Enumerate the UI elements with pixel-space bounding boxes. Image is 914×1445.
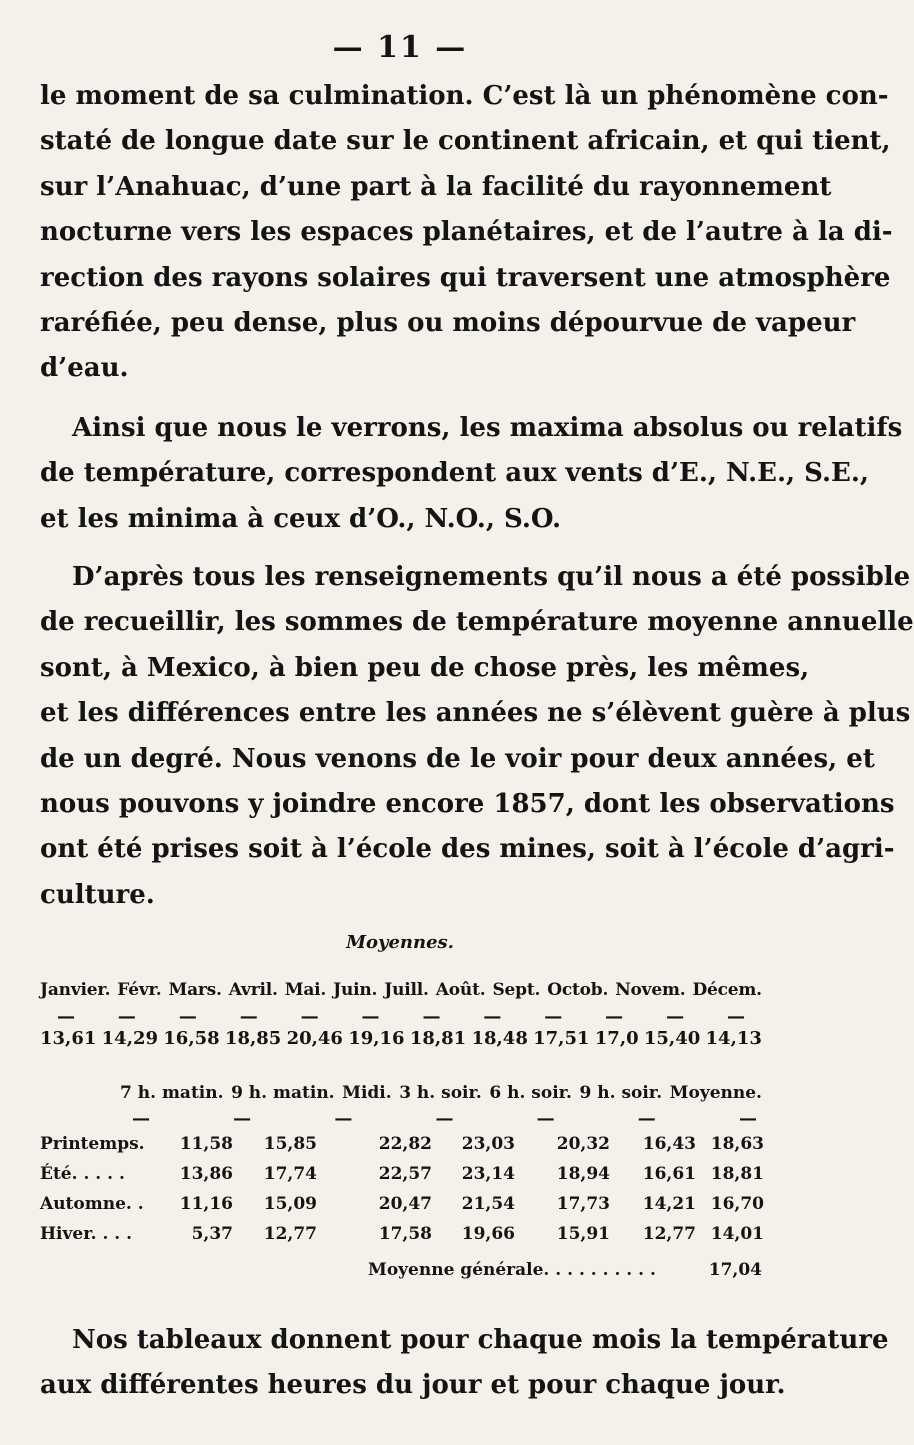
month-value: 14,13 [705,1028,762,1049]
month-value: 18,85 [224,1028,282,1049]
season-value: 11,58 [179,1134,233,1154]
paragraph-maxima [40,406,903,542]
text-line: nocturne vers les espaces planétaires, et de l’autre à la di- [40,217,893,248]
text-line: culture. [40,879,155,910]
separator-dash: — [239,1006,258,1027]
season-value: 12,77 [642,1224,696,1244]
monthly-table-values [40,1028,762,1049]
month-label: Mars. [168,980,222,1000]
table-row-automne [40,1194,762,1224]
separator-dash: — [536,1108,555,1129]
month-value: 20,46 [286,1028,343,1049]
season-value: 23,03 [461,1134,515,1154]
month-value: 17,0 [594,1028,639,1049]
season-value: 14,21 [642,1194,696,1214]
season-value: 20,32 [556,1134,610,1154]
month-label: Décem. [692,980,762,1000]
month-label: Janvier. [40,980,111,1000]
hour-column-label: 3 h. soir. [399,1083,482,1103]
season-value: 16,70 [710,1194,764,1214]
separator-dash: — [57,1006,75,1027]
season-value: 18,81 [710,1164,764,1184]
separator-dash: — [738,1108,757,1129]
text-line: et les différences entre les années ne s’élèvent guère à plus [40,698,911,729]
text-line: d’eau. [40,353,129,384]
text-line: et les minima à ceux d’O., N.O., S.O. [40,503,562,534]
month-value: 14,29 [101,1028,159,1049]
season-value: 23,14 [461,1164,515,1184]
month-label: Mai. [284,980,327,1000]
separator-dash: — [178,1006,197,1027]
separator-dash: — [483,1006,502,1027]
separator-dash: — [361,1006,380,1027]
season-value: 16,43 [642,1134,696,1154]
text-line: ont été prises soit à l’école des mines, soit à l’école d’agri- [40,834,895,865]
table-caption: Moyennes. [346,932,454,953]
month-label: Juill. [384,980,429,1000]
month-value: 19,16 [348,1028,405,1049]
text-line: de un degré. Nous venons de le voir pour deux années, et [40,743,875,774]
season-value: 15,91 [556,1224,610,1244]
season-value: 22,82 [378,1134,432,1154]
season-label: Automne. . [40,1194,144,1214]
text-line: Nos tableaux donnent pour chaque mois la température [72,1325,889,1355]
table-row-hiver [40,1224,762,1254]
separator-dash: — [726,1006,745,1027]
season-value: 15,09 [263,1194,317,1214]
separator-dash: — [422,1006,441,1027]
hour-column-label: Midi. [342,1083,392,1103]
general-average [368,1260,762,1280]
seasonal-table-header [120,1083,762,1103]
month-label: Sept. [492,980,541,1000]
table-row-ete [40,1164,762,1194]
paragraph-culmination [40,74,893,392]
text-line: raréfiée, peu dense, plus ou moins dépourvue de vapeur [40,307,856,338]
hour-column-label: 7 h. matin. [120,1083,224,1103]
separator-dash: — [117,1006,136,1027]
season-value: 12,77 [263,1224,317,1244]
separator-dash: — [233,1108,252,1129]
separator-dash: — [666,1006,685,1027]
month-value: 15,40 [643,1028,701,1049]
separator-dash: — [605,1006,624,1027]
season-label: Printemps. [40,1134,145,1154]
season-value: 11,16 [179,1194,233,1214]
month-value: 18,81 [409,1028,467,1049]
season-value: 19,66 [461,1224,515,1244]
month-label: Juin. [333,980,378,1000]
season-label: Été. . . . . [40,1164,125,1184]
text-line: le moment de sa culmination. C’est là un phénomène con- [40,81,889,111]
month-value: 17,51 [533,1028,590,1049]
separator-dash: — [300,1006,319,1027]
season-value: 15,85 [263,1134,317,1154]
month-label: Octob. [547,980,609,1000]
text-line: D’après tous les renseignements qu’il nous a été possible [72,562,911,592]
season-value: 17,73 [556,1194,610,1214]
hour-column-label: 6 h. soir. [489,1083,572,1103]
hour-column-label: 9 h. matin. [231,1083,335,1103]
separator-dash: — [334,1108,353,1129]
month-value: 13,61 [40,1028,97,1049]
season-value: 13,86 [179,1164,233,1184]
text-line: nous pouvons y joindre encore 1857, dont les observations [40,788,895,819]
month-label: Novem. [615,980,686,1000]
monthly-table-header [40,980,762,1000]
text-line: rection des rayons solaires qui traversent une atmosphère [40,262,891,293]
hour-column-label: 9 h. soir. [579,1083,663,1103]
paragraph-annual-sums [40,555,914,918]
month-value: 18,48 [471,1028,528,1049]
separator-dash: — [435,1108,454,1129]
season-value: 17,74 [263,1164,317,1184]
month-value: 16,58 [163,1028,220,1049]
general-average-value: 17,04 [708,1260,762,1280]
general-average-label: Moyenne générale. . . . . . . . . . [368,1260,656,1280]
hour-column-label: Moyenne. [669,1083,762,1103]
month-label: Févr. [117,980,162,1000]
page-number: — 11 — [332,30,468,65]
season-value: 16,61 [642,1164,696,1184]
month-label: Août. [435,980,486,1000]
season-value: 14,01 [710,1224,764,1244]
text-line: sur l’Anahuac, d’une part à la facilité du rayonnement [40,171,832,202]
season-value: 5,37 [191,1224,233,1244]
paragraph-tables [40,1318,889,1409]
season-value: 17,58 [378,1224,432,1244]
separator-dash: — [132,1108,150,1129]
month-label: Avril. [228,980,278,1000]
season-value: 20,47 [378,1194,432,1214]
text-line: sont, à Mexico, à bien peu de chose près, les mêmes, [40,652,810,683]
season-value: 21,54 [461,1194,515,1214]
text-line: de température, correspondent aux vents d’E., N.E., S.E., [40,458,869,489]
season-label: Hiver. . . . [40,1224,133,1244]
text-line: de recueillir, les sommes de température moyenne annuelle [40,607,914,638]
table-row-printemps [40,1134,762,1164]
seasonal-table-separators [132,1108,757,1129]
season-value: 22,57 [378,1164,432,1184]
separator-dash: — [637,1108,656,1129]
season-value: 18,63 [710,1134,764,1154]
text-line: Ainsi que nous le verrons, les maxima absolus ou relatifs [72,413,903,443]
text-line: aux différentes heures du jour et pour chaque jour. [40,1370,786,1401]
text-line: staté de longue date sur le continent africain, et qui tient, [40,126,891,157]
separator-dash: — [544,1006,563,1027]
season-value: 18,94 [556,1164,610,1184]
monthly-table-separators [40,1006,762,1027]
